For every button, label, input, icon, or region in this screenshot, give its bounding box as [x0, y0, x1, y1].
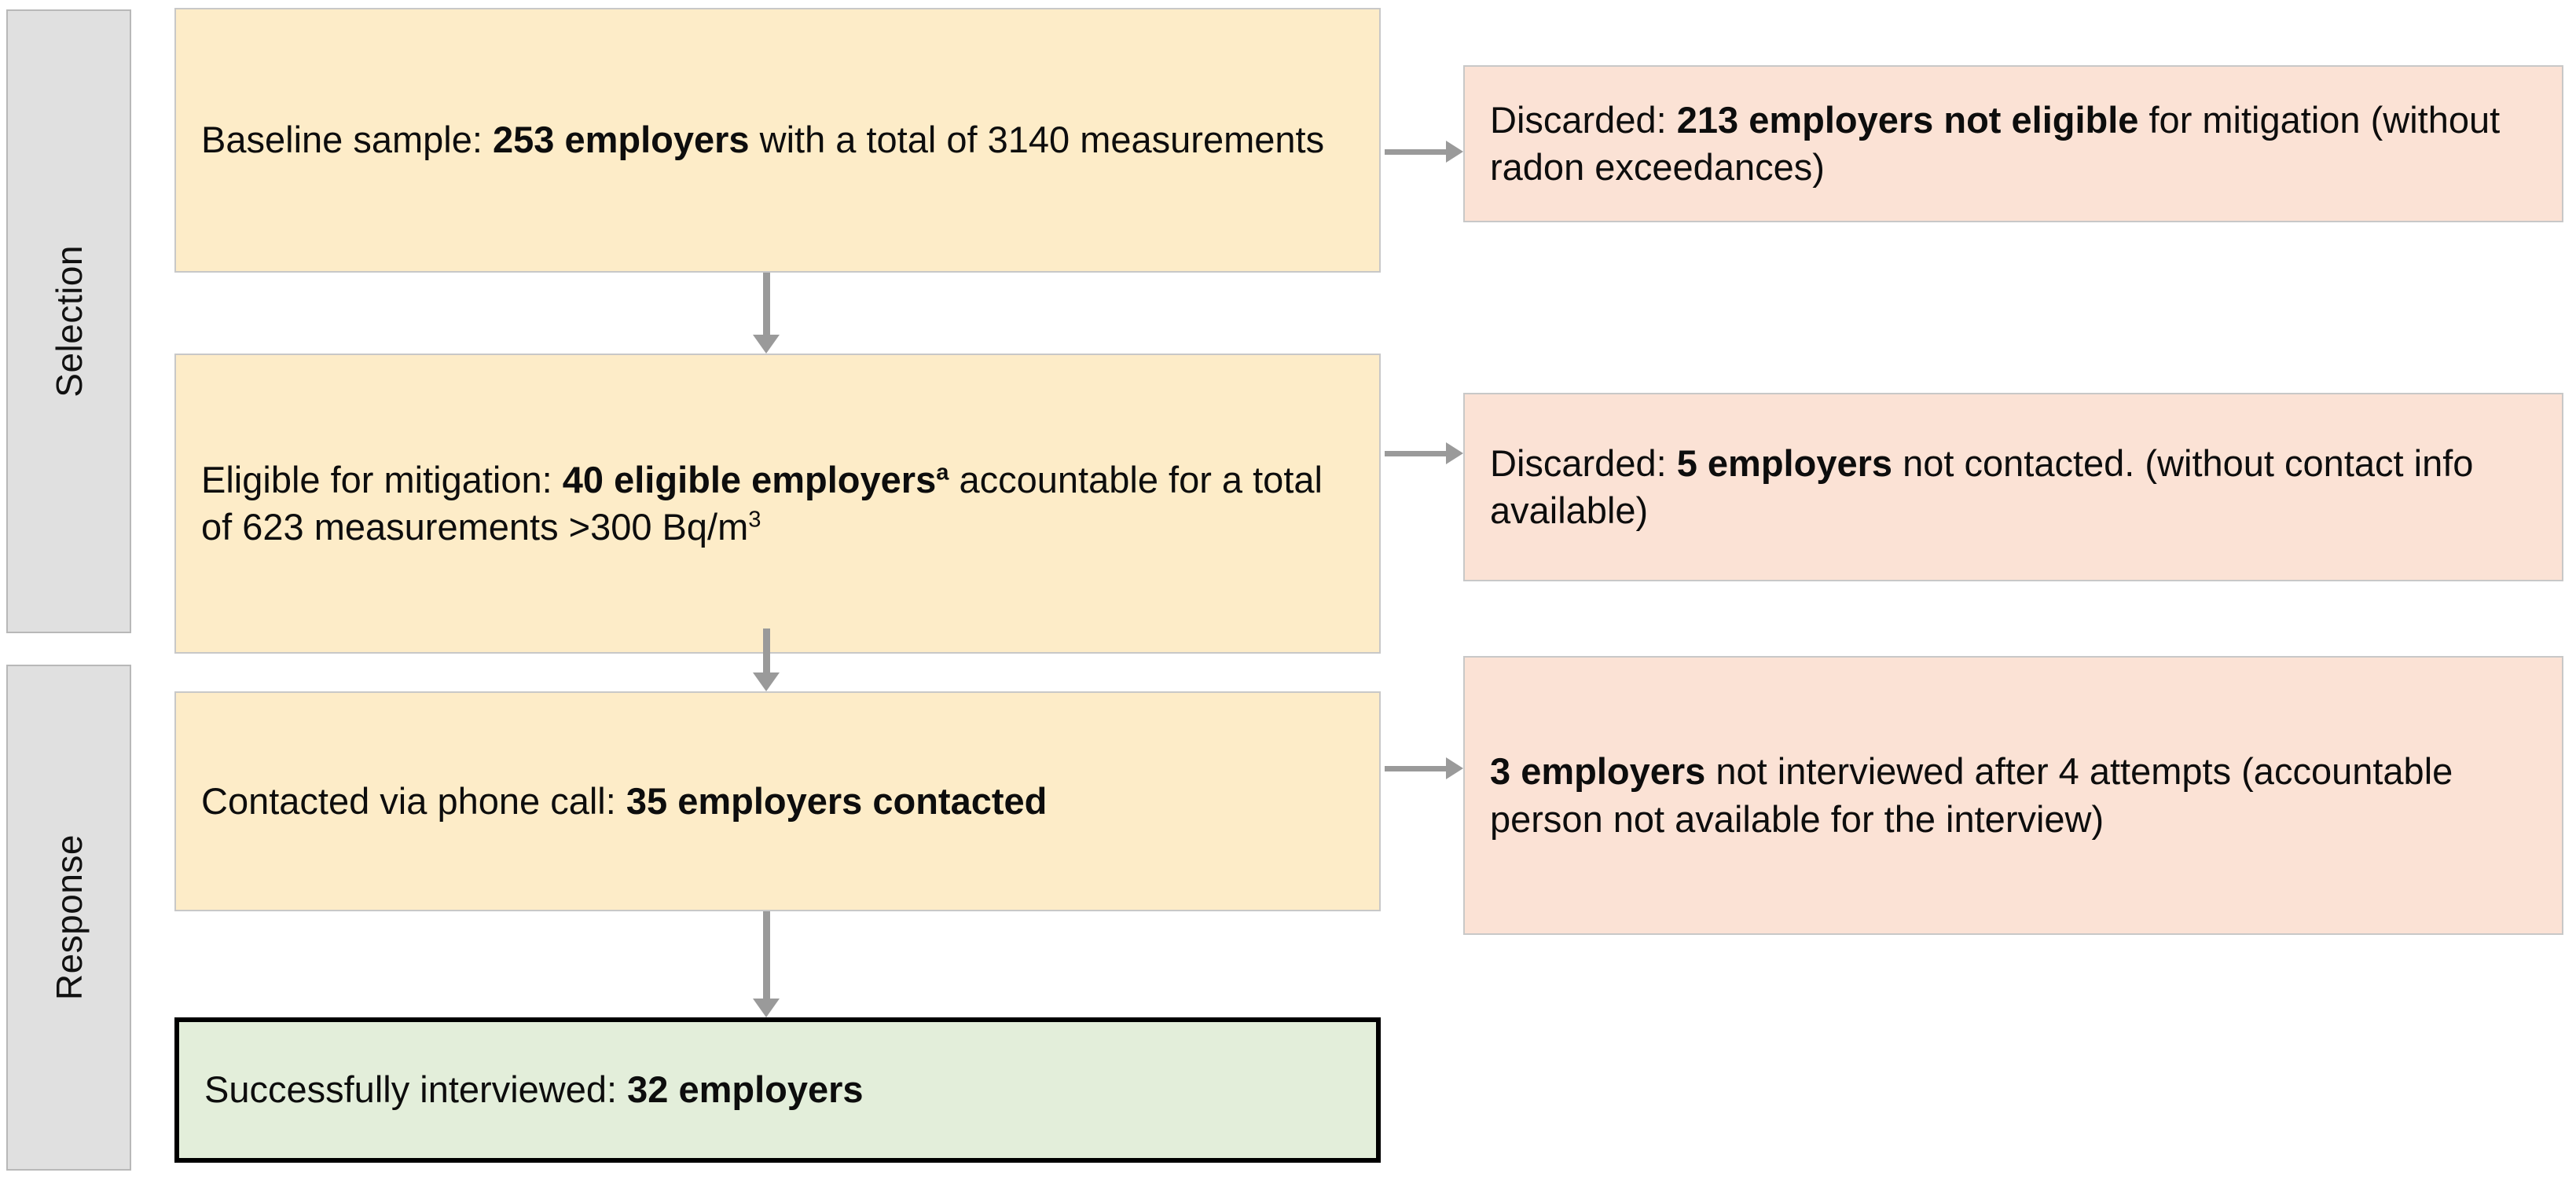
phase-label-response-text: Response — [48, 834, 90, 1001]
arrow-head — [1446, 141, 1463, 163]
arrow-stem — [1385, 149, 1448, 155]
arrow-baseline-to-discarded-213 — [1385, 140, 1463, 163]
box-3-not-interviewed-text: 3 employers not interviewed after 4 attempts (accountable person not available for the interview) — [1490, 750, 2453, 840]
box-3-not-interviewed — [1463, 656, 2563, 935]
box-successfully-interviewed — [174, 1017, 1381, 1163]
arrow-stem — [763, 911, 770, 999]
box-baseline-sample — [174, 8, 1381, 273]
arrow-contacted-to-interviewed — [750, 911, 782, 1017]
arrow-eligible-to-contacted — [750, 628, 782, 691]
arrow-head — [1446, 442, 1463, 464]
box-baseline-sample-text: Baseline sample: 253 employers with a total of 3140 measurements — [201, 119, 1325, 161]
arrow-stem — [1385, 451, 1448, 456]
phase-label-selection-text: Selection — [48, 245, 90, 398]
box-discarded-5-not-contacted-text: Discarded: 5 employers not contacted. (without contact info available) — [1490, 442, 2474, 531]
box-discarded-213-not-eligible — [1463, 65, 2563, 222]
box-contacted-phone-call — [174, 691, 1381, 911]
arrow-stem — [1385, 766, 1448, 771]
arrow-stem — [763, 628, 770, 672]
arrow-head — [753, 335, 780, 354]
box-discarded-5-not-contacted — [1463, 393, 2563, 581]
phase-label-response — [6, 665, 131, 1171]
box-contacted-phone-call-text: Contacted via phone call: 35 employers contacted — [201, 779, 1048, 822]
box-eligible-for-mitigation — [174, 354, 1381, 654]
arrow-eligible-to-discarded-5 — [1385, 442, 1463, 465]
arrow-contacted-to-not-interviewed — [1385, 757, 1463, 780]
box-successfully-interviewed-text: Successfully interviewed: 32 employers — [204, 1068, 864, 1111]
arrow-baseline-to-eligible — [750, 273, 782, 354]
box-discarded-213-not-eligible-text: Discarded: 213 employers not eligible for mitigation (without radon exceedances) — [1490, 98, 2501, 188]
arrow-head — [753, 999, 780, 1017]
arrow-stem — [763, 273, 770, 335]
phase-label-selection — [6, 9, 131, 633]
arrow-head — [753, 672, 780, 691]
box-eligible-for-mitigation-text: Eligible for mitigation: 40 eligible employers$^a$ accountable for a total of 623 measurements >300 $Bq/m^3$ — [201, 458, 1323, 548]
arrow-head — [1446, 757, 1463, 779]
